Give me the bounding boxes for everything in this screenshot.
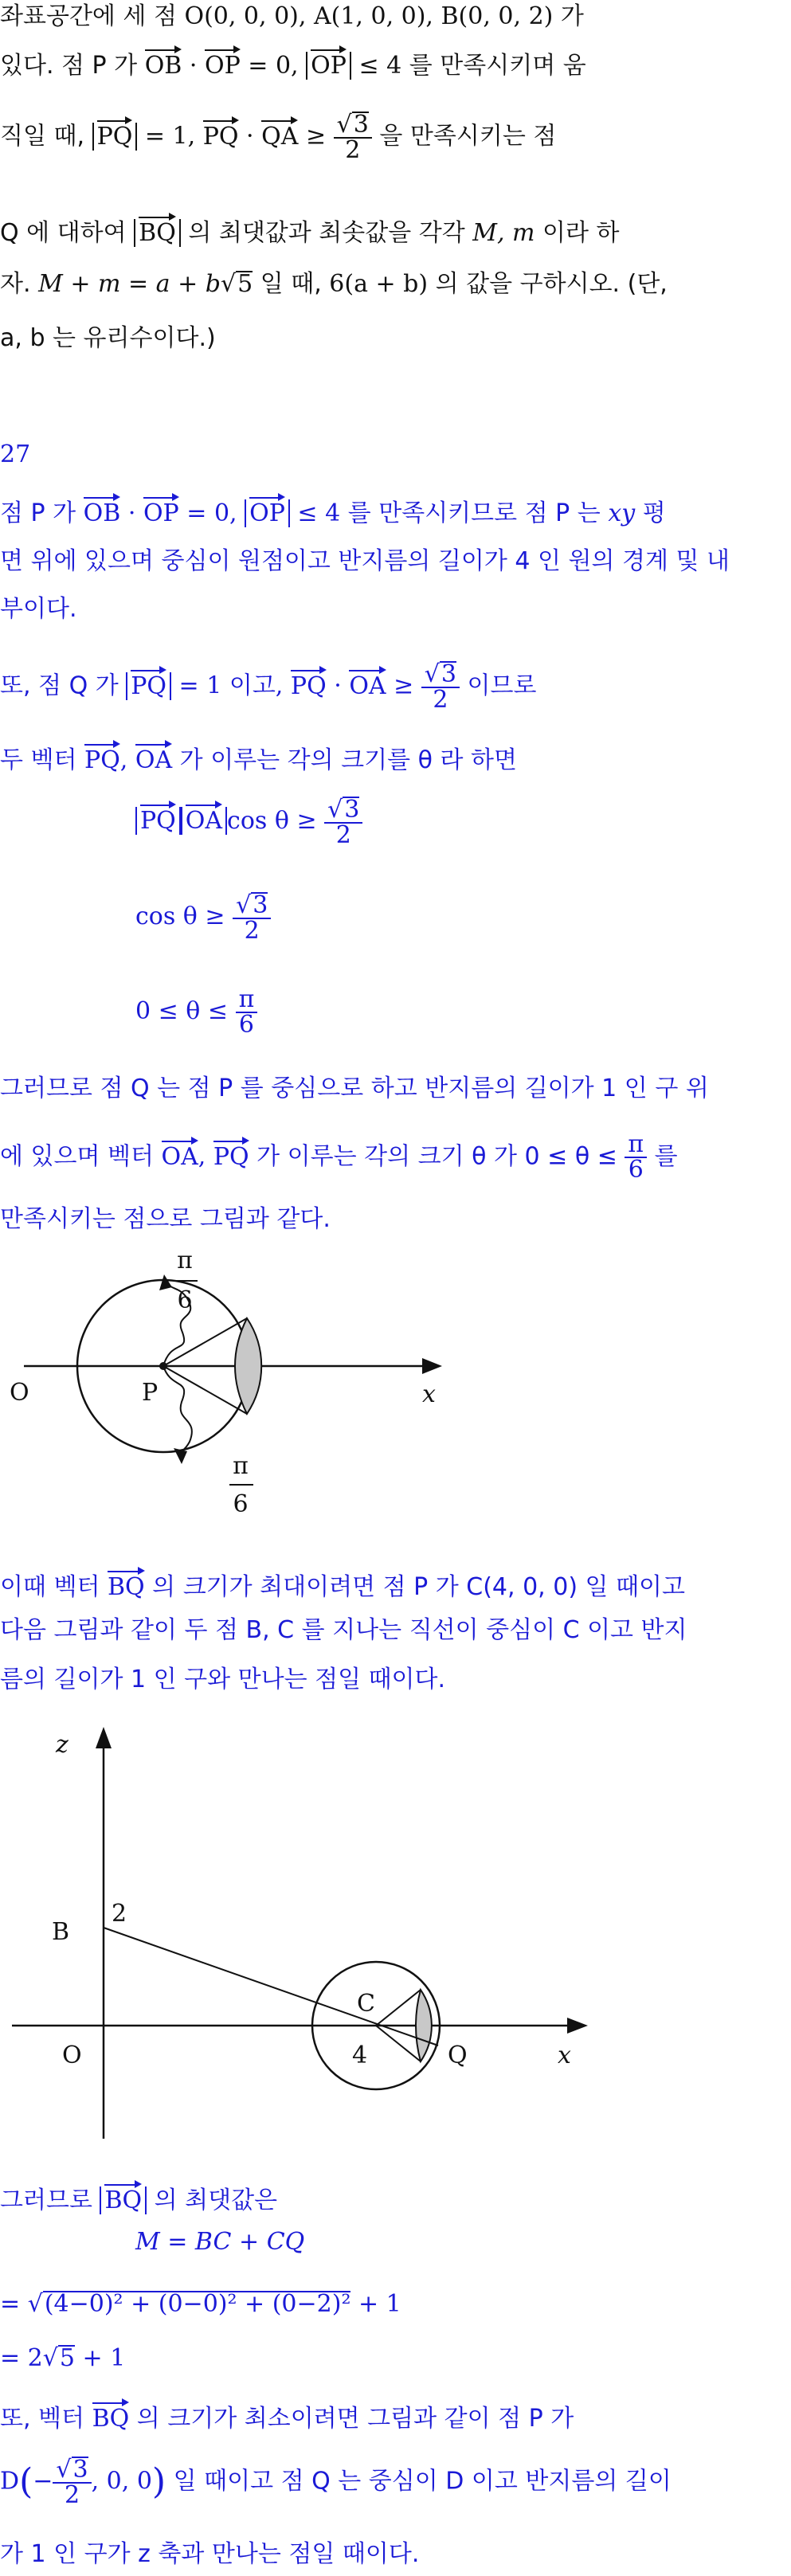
solution-line-10: 에 있으며 벡터 OA, PQ 가 이루는 각의 크기 θ 가 0 ≤ θ ≤ $\frac{\pi}{6}$ 를 [0,1130,678,1184]
shaded-region [235,1318,261,1414]
problem-line-3: 직일 때, PQ = 1, PQ · QA ≥ $\frac{√3}{2}$ 을 만족시키는 점 [0,111,557,164]
line-BC [104,1928,438,2046]
solution-line-15: 그러므로 BQ 의 최댓값은 [0,2181,277,2213]
angle-arrow-bottom [174,1448,187,1464]
solution-line-13: 다음 그림과 같이 두 점 B, C 를 지나는 직선이 중심이 C 이고 반지 [0,1616,687,1644]
label-C: C [357,1990,375,2018]
z-axis-arrow [96,1727,112,1748]
boundary-line-2a [376,1990,421,2026]
shaded-region-2 [416,1990,432,2061]
label-six-bottom: 6 [233,1490,249,1518]
lower-boundary-line [163,1366,247,1414]
label-x: x [422,1380,436,1408]
label-B: B [52,1918,70,1946]
solution-line-8: 0 ≤ θ ≤ $\frac{\pi}{6}$ [135,988,257,1037]
label-4: 4 [352,2042,368,2069]
solution-line-11: 만족시키는 점으로 그림과 같다. [0,1205,331,1233]
solution-line-12: 이때 벡터 BQ 의 크기가 최대이려면 점 P 가 C(4, 0, 0) 일 때이고 [0,1568,685,1599]
label-six-top: 6 [177,1286,193,1314]
label-P: P [142,1379,159,1407]
vector-OB: OB [145,46,182,78]
solution-line-17: = √(4−0)² + (0−0)² + (0−2)² + 1 [0,2290,401,2318]
problem-line-4: Q 에 대하여 BQ 의 최댓값과 최솟값을 각각 M, m 이라 하 [0,213,620,245]
solution-line-6: PQ OA cos θ ≥ $\frac{√3}{2}$ [135,797,362,848]
label-O-2: O [62,2042,82,2069]
solution-line-5: 두 벡터 PQ, OA 가 이루는 각의 크기를 θ 라 하면 [0,741,517,773]
label-z: z [56,1731,69,1759]
solution-line-2: 면 위에 있으며 중심이 원점이고 반지름의 길이가 4 인 원의 경계 및 내 [0,547,730,575]
solution-line-16: M = BC + CQ [135,2228,305,2256]
figure-2-line-sphere-diagram [0,1705,791,2159]
solution-line-3: 부이다. [0,595,77,623]
solution-line-21: 가 1 인 구가 z 축과 만나는 점일 때이다. [0,2540,420,2568]
angle-arrow-top [159,1274,172,1290]
x-axis-2-arrow [567,2018,588,2034]
solution-line-7: cos θ ≥ $\frac{√3}{2}$ [135,892,271,943]
problem-line-2: 있다. 점 P 가 OB · OP = 0, OP ≤ 4 를 만족시키며 움 [0,46,586,78]
fraction-sqrt3-over-2: $\frac{√3}{2}$ [334,112,372,162]
label-pi-top: π [177,1247,193,1274]
solution-line-20: D(− $\frac{√3}{2}$ , 0, 0) 일 때이고 점 Q 는 중심이 D 이고 반지름의 길이 [0,2456,672,2509]
vector-OP: OP [205,46,241,78]
upper-boundary-line [163,1318,247,1366]
solution-line-14: 름의 길이가 1 인 구와 만나는 점일 때이다. [0,1666,446,1693]
solution-line-18: = 2√5 + 1 [0,2344,126,2372]
label-pi-bottom: π [233,1452,249,1480]
x-axis-arrow [422,1358,442,1374]
solution-number: 27 [0,440,31,468]
figure-1-circle-diagram [0,1243,791,1545]
label-x-2: x [558,2042,571,2069]
label-O: O [10,1379,29,1407]
label-Q: Q [448,2042,468,2069]
solution-line-19: 또, 벡터 BQ 의 크기가 최소이려면 그림과 같이 점 P 가 [0,2399,574,2431]
problem-line-5: 자. M + m = a + b√5 일 때, 6(a + b) 의 값을 구하시오. (단, [0,270,668,298]
label-2: 2 [112,1900,127,1928]
problem-line-1: 좌표공간에 세 점 O(0, 0, 0), A(1, 0, 0), B(0, 0, 2) 가 [0,2,584,30]
solution-line-9: 그러므로 점 Q 는 점 P 를 중심으로 하고 반지름의 길이가 1 인 구 위 [0,1075,709,1102]
problem-line-6: a, b 는 유리수이다.) [0,324,216,352]
solution-line-1: 점 P 가 OB · OP = 0, OP ≤ 4 를 만족시키므로 점 P 는 xy 평 [0,494,666,526]
solution-line-4: 또, 점 Q 가 PQ = 1 이고, PQ · OA ≥ $\frac{√3}{2}$ 이므로 [0,660,537,714]
